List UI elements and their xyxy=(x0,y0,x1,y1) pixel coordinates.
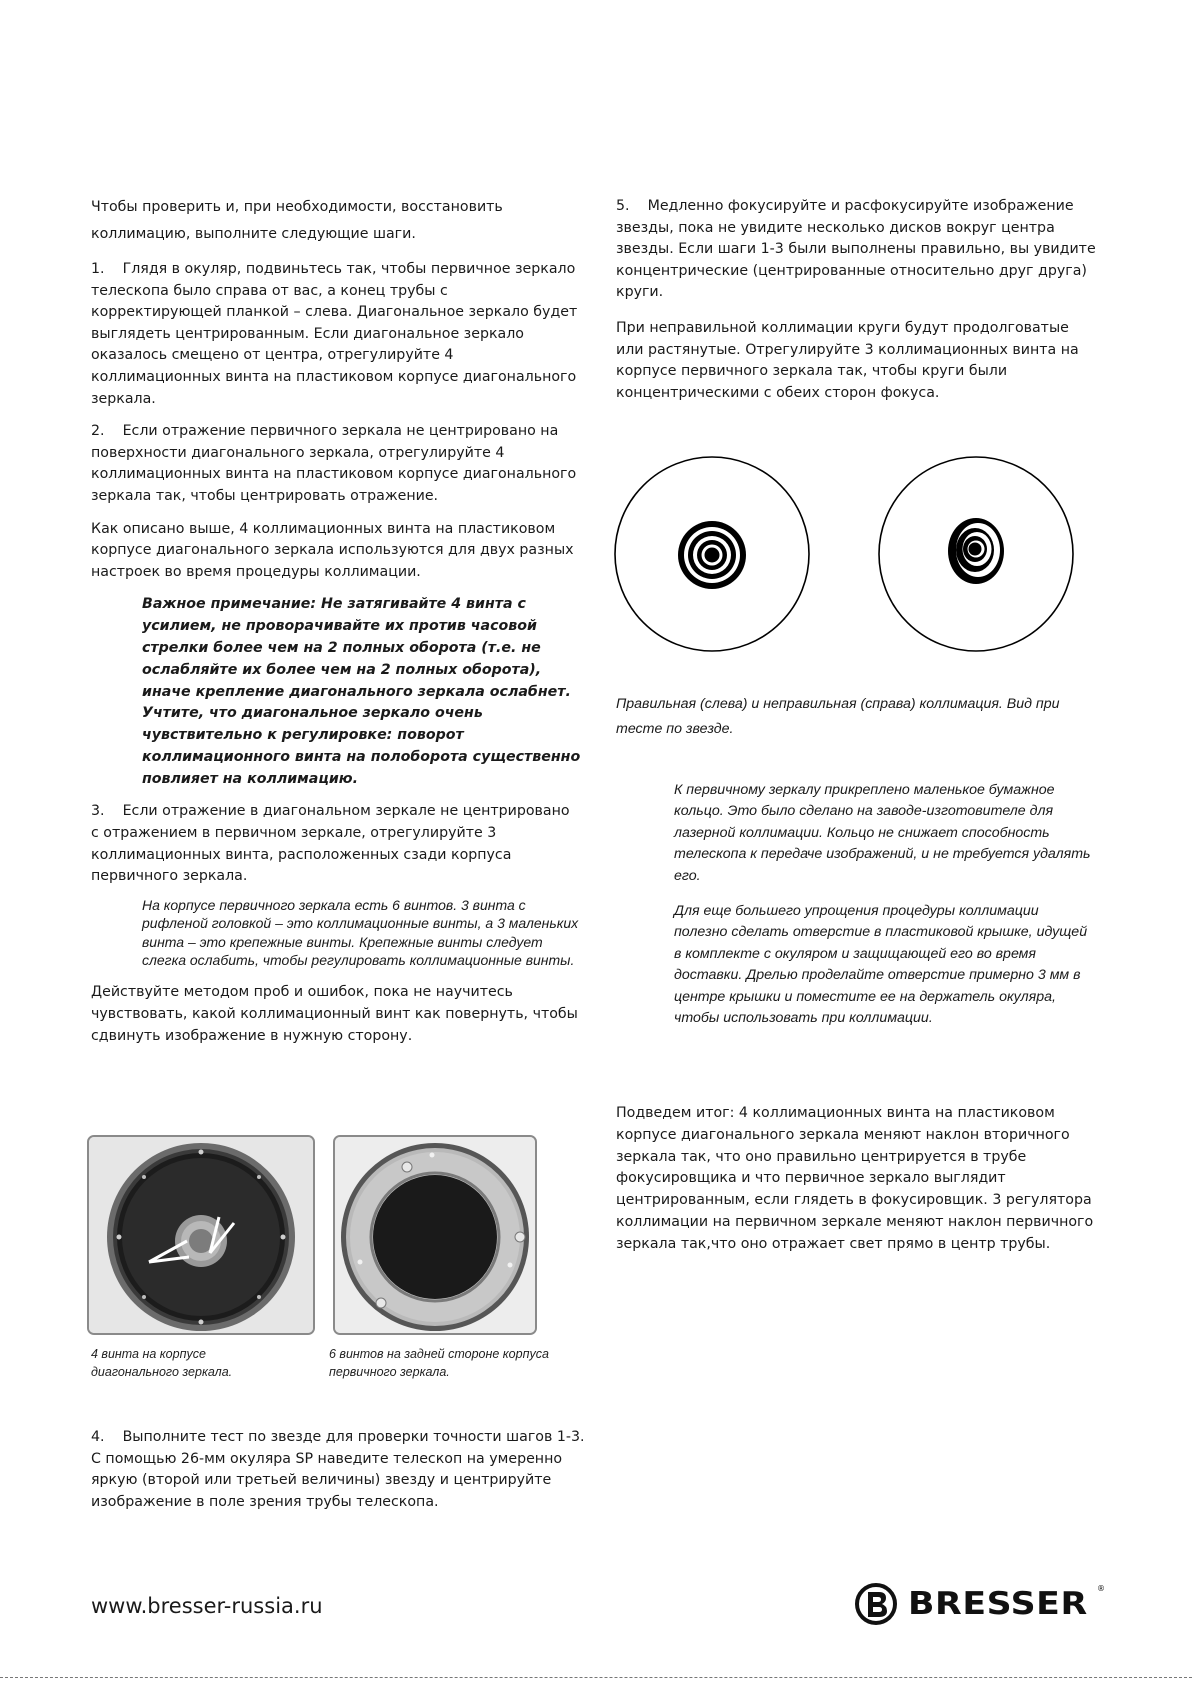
star-test-incorrect-diagram xyxy=(879,457,1073,651)
summary-block xyxy=(616,1103,1096,1256)
diagonal-mirror-illustration xyxy=(89,1137,313,1333)
paper-ring-note: К первичному зеркалу прикреплено маленькое бумажное кольцо. Это было сделано на заводе-изготовителе для лазерной коллимации. Кольцо не снижает способность телескопа к передаче изображений, и не требуется удалять его. xyxy=(674,782,1091,884)
bottom-divider xyxy=(0,1677,1192,1679)
registered-mark: ® xyxy=(1097,1584,1105,1593)
primary-mirror-illustration xyxy=(335,1137,535,1333)
summary-paragraph: Подведем итог: 4 коллимационных винта на пластиковом корпусе диагонального зеркала меняют наклон вторичного зеркала так, что оно правильно центрируется в трубе фокусировщика и что первичное зеркало выглядит центрированным, если глядеть в фокусировщик. 3 регулятора коллимации на первичном зеркале меняют наклон первичного зеркала так,что оно отражает свет прямо в центр трубы. xyxy=(616,1105,1094,1252)
star-test-diagrams xyxy=(614,456,1084,676)
bresser-logo xyxy=(854,1582,1104,1632)
step-4-block xyxy=(91,1427,591,1513)
left-column xyxy=(91,194,581,1047)
star-test-caption: Правильная (слева) и неправильная (справа) коллимация. Вид при тесте по звезде. xyxy=(616,696,1060,737)
intro-paragraph: Чтобы проверить и, при необходимости, восстановить коллимацию, выполните следующие шаги. xyxy=(91,199,503,242)
important-note: Важное примечание: Не затягивайте 4 винта с усилием, не проворачивайте их против часовой стрелки более чем на 2 полных оборота (т.е. не ослабляйте их более чем на 2 полных оборота), иначе крепление диагонального зеркала ослабнет. Учтите, что диагональное зеркало очень чувствительно к регулировке: поворот коллимационного винта на полоборота существенно повлияет на коллимацию. xyxy=(142,596,581,787)
step-2: 2. Если отражение первичного зеркала не центрировано на поверхности диагонального зеркала, отрегулируйте 4 коллимационных винта на пластиковом корпусе диагонального зеркала так, чтобы центрировать отражение. xyxy=(91,423,577,504)
diagonal-mirror-photo xyxy=(87,1135,315,1335)
step-4: 4. Выполните тест по звезде для проверки точности шагов 1-3. С помощью 26-мм окуляра SP наведите телескоп на умеренно яркую (второй или третьей величины) звезду и центрируйте изображение в поле зрения трубы телескопа. xyxy=(91,1429,585,1510)
right-notes xyxy=(674,780,1094,1029)
primary-mirror-photo xyxy=(333,1135,537,1335)
caption-primary-mirror: 6 винтов на задней стороне корпуса первичного зеркала. xyxy=(329,1347,549,1379)
right-column xyxy=(616,196,1100,404)
cap-hole-note: Для еще большего упрощения процедуры коллимации полезно сделать отверстие в пластиковой крышке, идущей в комплекте с окуляром и защищающей его во время доставки. Дрелью проделайте отверстие примерно 3 мм в центре крышки и поместите ее на держатель окуляра, чтобы использовать при коллимации. xyxy=(674,903,1088,1027)
as-described-paragraph: Как описано выше, 4 коллимационных винта на пластиковом корпусе диагонального зеркала используются для двух разных настроек во время процедуры коллимации. xyxy=(91,520,574,580)
bresser-brand-text: BRESSER xyxy=(908,1586,1088,1622)
screws-note: На корпусе первичного зеркала есть 6 винтов. 3 винта с рифленой головкой – это коллимационные винты, а 3 маленьких винта – это крепежные винты. Крепежные винты следует слегка ослабить, чтобы регулировать коллимационные винты. xyxy=(142,896,579,969)
star-test-correct-diagram xyxy=(615,457,809,651)
step-5: 5. Медленно фокусируйте и расфокусируйте изображение звезды, пока не увидите несколько дисков вокруг центра звезды. Если шаги 1-3 были выполнены правильно, вы увидите концентрические (центрированные относительно друг друга) круги. xyxy=(616,198,1096,301)
footer-url: www.bresser-russia.ru xyxy=(91,1594,323,1618)
trial-error-paragraph: Действуйте методом проб и ошибок, пока не научитесь чувствовать, какой коллимационный винт как повернуть, чтобы сдвинуть изображение в нужную сторону. xyxy=(91,984,578,1044)
step-3: 3. Если отражение в диагональном зеркале не центрировано с отражением в первичном зеркале, отрегулируйте 3 коллимационных винта, расположенных сзади корпуса первичного зеркала. xyxy=(91,803,570,885)
caption-diagonal-mirror: 4 винта на корпусе диагонального зеркала. xyxy=(91,1347,233,1379)
incorrect-collimation-paragraph: При неправильной коллимации круги будут продолговатые или растянутые. Отрегулируйте 3 коллимационных винта на корпусе первичного зеркала так, чтобы круги были концентрическими с обеих сторон фокуса. xyxy=(616,319,1079,401)
step-1: 1. Глядя в окуляр, подвиньтесь так, чтобы первичное зеркало телескопа было справа от вас, а конец трубы с корректирующей планкой – слева. Диагональное зеркало будет выглядеть центрированным. Если диагональное зеркало оказалось смещено от центра, отрегулируйте 4 коллимационных винта на пластиковом корпусе диагонального зеркала. xyxy=(91,261,578,407)
